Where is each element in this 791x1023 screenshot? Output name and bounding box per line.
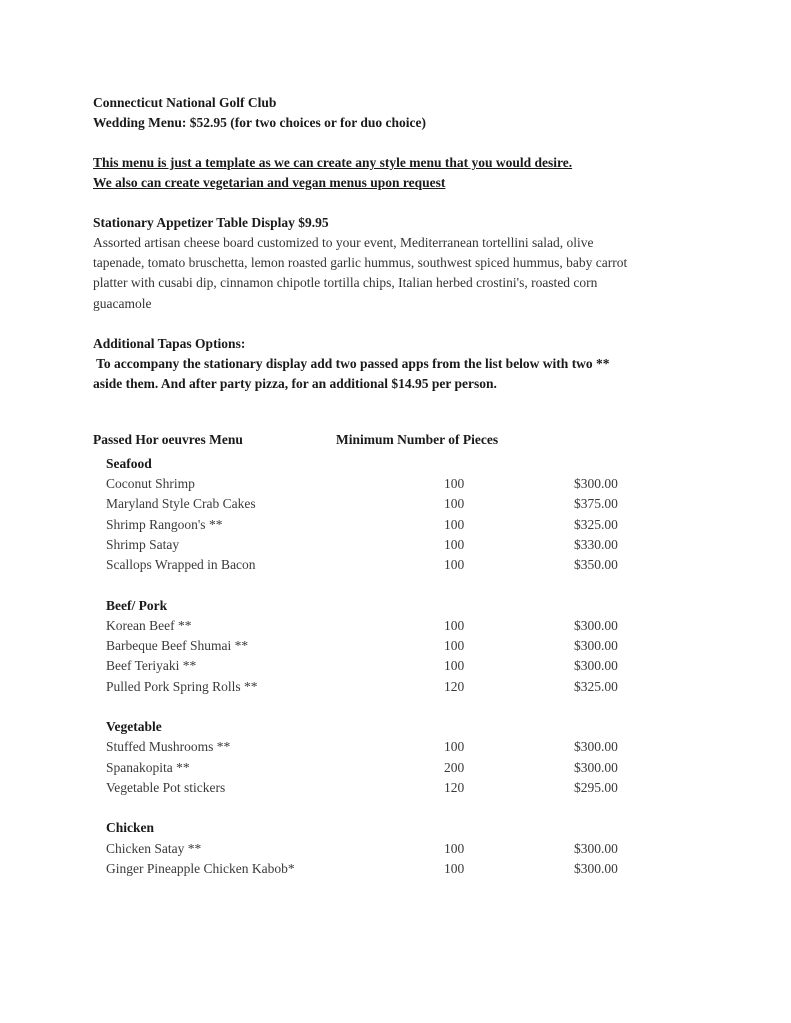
spacer: [93, 394, 733, 432]
stationary-line: Assorted artisan cheese board customized to your event, Mediterranean tortellini salad, olive: [93, 235, 594, 250]
menu-item-price: $300.00: [574, 739, 618, 755]
stationary-line: platter with cusabi dip, cinnamon chipotle tortilla chips, Italian herbed crostini's, roasted corn: [93, 275, 598, 291]
club-name: Connecticut National Golf Club: [93, 95, 277, 110]
menu-item-name: Korean Beef **: [106, 617, 192, 633]
menu-item-row: [93, 616, 733, 636]
vegan-notice: We also can create vegetarian and vegan menus upon request: [93, 175, 446, 190]
menu-column-title: Passed Hor oeuvres Menu: [93, 431, 243, 447]
menu-item-name: Scallops Wrapped in Bacon: [106, 557, 256, 573]
menu-item-price: $300.00: [574, 617, 618, 633]
menu-header: [93, 432, 733, 454]
menu-item-price: $300.00: [574, 860, 618, 876]
spacer: [93, 133, 733, 153]
menu-item-name: Pulled Pork Spring Rolls **: [106, 678, 258, 694]
menu-item-price: $295.00: [574, 779, 618, 795]
menu-item-row: [93, 535, 733, 555]
menu-item-name: Shrimp Rangoon's **: [106, 516, 223, 532]
menu-item-quantity: 100: [444, 557, 465, 573]
menu-item-row: [93, 778, 733, 798]
menu-item-price: $375.00: [574, 496, 618, 512]
menu-item-row: [93, 636, 733, 656]
menu-item-price: $300.00: [574, 658, 618, 674]
menu-item-name: Maryland Style Crab Cakes: [106, 496, 256, 512]
menu-item-row: [93, 859, 733, 879]
template-notice: This menu is just a template as we can create any style menu that you would desire.: [93, 155, 573, 170]
menu-item-quantity: 200: [444, 759, 465, 775]
menu-item-name: Chicken Satay **: [106, 840, 202, 856]
menu-item-quantity: 100: [444, 658, 465, 674]
menu-item-quantity: 100: [444, 638, 465, 654]
document-page: [93, 93, 733, 879]
menu-item-name: Spanakopita **: [106, 759, 190, 775]
section-gap: [93, 576, 733, 596]
wedding-menu-price: Wedding Menu: $52.95 (for two choices or for duo choice): [93, 115, 426, 130]
tapas-line: To accompany the stationary display add two passed apps from the list below with two **: [93, 355, 610, 371]
menu-column-pieces: Minimum Number of Pieces: [336, 431, 499, 447]
menu-item-quantity: 100: [444, 516, 465, 532]
spacer: [93, 193, 733, 213]
menu-item-quantity: 100: [444, 840, 465, 856]
menu-item-row: [93, 737, 733, 757]
menu-item-name: Stuffed Mushrooms **: [106, 739, 231, 755]
menu-item-price: $350.00: [574, 557, 618, 573]
menu-item-quantity: 100: [444, 496, 465, 512]
menu-item-quantity: 120: [444, 678, 465, 694]
tapas-title: Additional Tapas Options:: [93, 335, 246, 351]
menu-category: Seafood: [106, 455, 152, 471]
menu-item-name: Shrimp Satay: [106, 537, 180, 552]
menu-category: Chicken: [106, 820, 155, 836]
menu-item-price: $325.00: [574, 516, 618, 532]
menu-item-quantity: 100: [444, 617, 465, 633]
menu-item-quantity: 100: [444, 476, 465, 492]
menu-item-quantity: 100: [444, 860, 465, 876]
menu-item-row: [93, 474, 733, 494]
menu-item-quantity: 100: [444, 537, 465, 552]
menu-item-price: $300.00: [574, 759, 618, 775]
menu-item-name: Coconut Shrimp: [106, 476, 195, 492]
tapas-line: aside them. And after party pizza, for an additional $14.95 per person.: [93, 375, 497, 391]
menu-category: Vegetable: [106, 719, 162, 735]
menu-item-name: Beef Teriyaki **: [106, 658, 197, 674]
stationary-description: [93, 233, 701, 314]
menu-item-row: [93, 758, 733, 778]
menu-item-quantity: 120: [444, 779, 465, 795]
menu-item-price: $330.00: [574, 537, 618, 552]
menu-item-row: [93, 515, 733, 535]
stationary-line: tapenade, tomato bruschetta, lemon roasted garlic hummus, southwest spiced hummus, baby carrot: [93, 255, 628, 271]
menu-item-name: Vegetable Pot stickers: [106, 779, 226, 795]
stationary-line: guacamole: [93, 295, 152, 311]
section-gap: [93, 798, 733, 818]
menu-item-name: Ginger Pineapple Chicken Kabob*: [106, 860, 295, 876]
menu-item-quantity: 100: [444, 739, 465, 755]
menu-item-name: Barbeque Beef Shumai **: [106, 638, 249, 654]
menu-item-price: $325.00: [574, 678, 618, 694]
menu-item-row: [93, 555, 733, 575]
menu-category: Beef/ Pork: [106, 597, 168, 613]
menu-item-price: $300.00: [574, 840, 618, 856]
section-gap: [93, 697, 733, 717]
stationary-title: Stationary Appetizer Table Display $9.95: [93, 215, 329, 230]
menu-item-row: [93, 677, 733, 697]
menu-item-price: $300.00: [574, 638, 618, 654]
menu-sections: [93, 454, 733, 879]
spacer: [93, 314, 733, 334]
menu-item-row: [93, 839, 733, 859]
menu-item-row: [93, 656, 733, 676]
menu-item-price: $300.00: [574, 476, 618, 492]
menu-item-row: [93, 494, 733, 514]
